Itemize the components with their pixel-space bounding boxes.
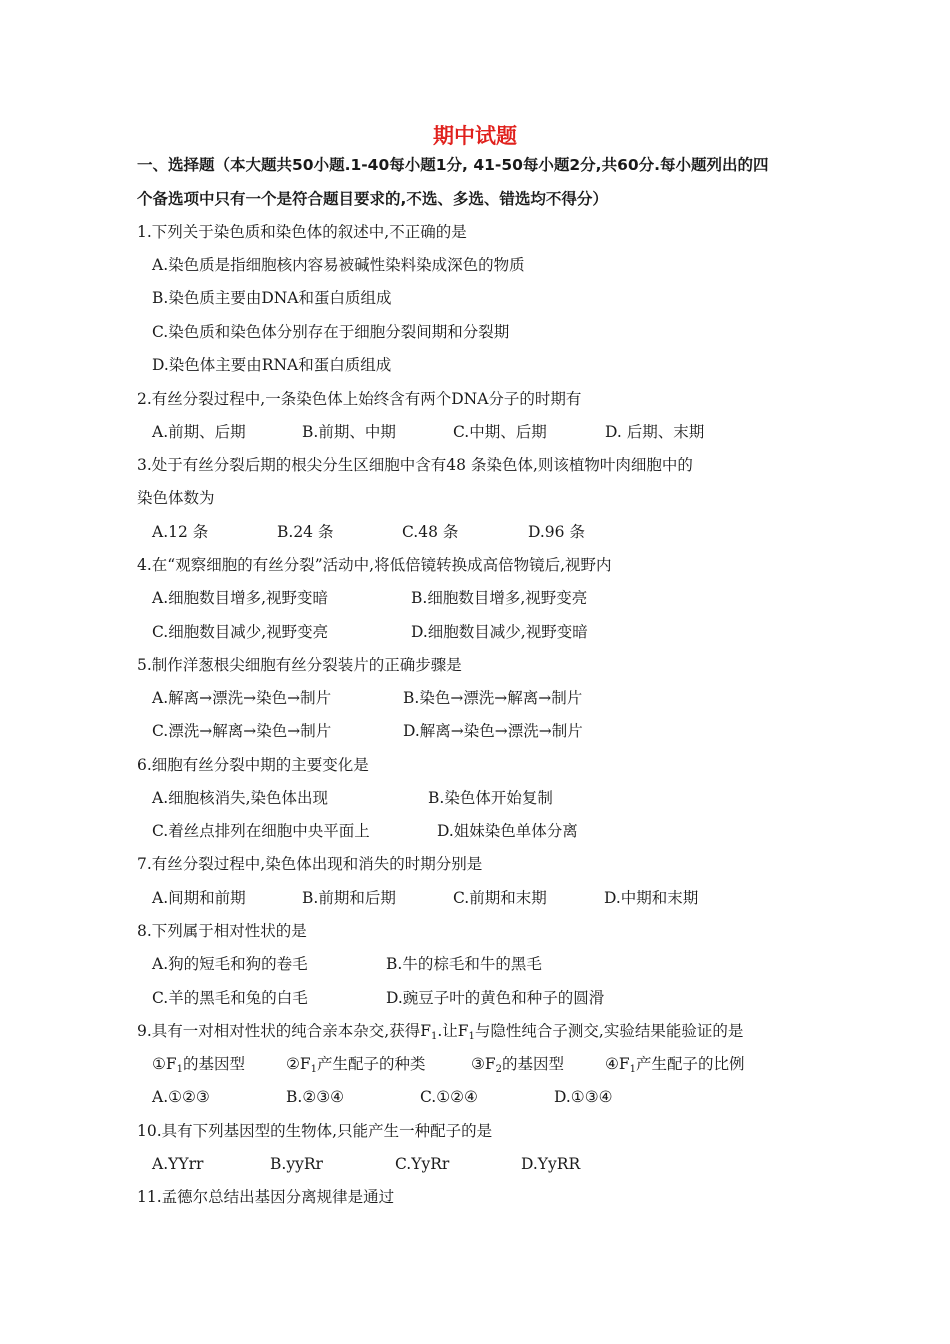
question-1-option-c: C.染色质和染色体分别存在于细胞分裂间期和分裂期	[152, 323, 510, 341]
stem-text: 9.具有一对相对性状的纯合亲本杂交,获得F	[137, 1022, 431, 1040]
question-9-item-1	[152, 1053, 245, 1081]
question-2-option-a: A.前期、后期	[152, 423, 246, 441]
question-9-item-2	[286, 1053, 426, 1081]
question-9-option-b: B.②③④	[286, 1088, 345, 1106]
question-2-option-c: C.中期、后期	[453, 423, 547, 441]
question-9-option-c: C.①②④	[420, 1088, 478, 1106]
item-text: ④F	[605, 1055, 630, 1073]
question-3-stem: 3.处于有丝分裂后期的根尖分生区细胞中含有48 条染色体,则该植物叶肉细胞中的	[137, 456, 693, 474]
exam-title: 期中试题	[433, 124, 517, 148]
subscript: 1	[430, 1031, 438, 1042]
question-9-option-a: A.①②③	[152, 1088, 210, 1106]
question-8-option-a: A.狗的短毛和狗的卷毛	[152, 955, 308, 973]
question-7-stem: 7.有丝分裂过程中,染色体出现和消失的时期分别是	[137, 855, 483, 873]
item-text: 的基因型	[502, 1055, 565, 1073]
question-10-option-d: D.YyRR	[521, 1155, 581, 1173]
question-5-stem: 5.制作洋葱根尖细胞有丝分裂装片的正确步骤是	[137, 656, 462, 674]
question-1-option-d: D.染色体主要由RNA和蛋白质组成	[152, 356, 392, 374]
stem-text: 与隐性纯合子测交,实验结果能验证的是	[474, 1022, 744, 1040]
question-4-option-c: C.细胞数目减少,视野变亮	[152, 623, 329, 641]
question-5-option-c: C.漂洗→解离→染色→制片	[152, 722, 332, 740]
question-3-option-a: A.12 条	[152, 523, 209, 541]
item-text: ③F	[471, 1055, 496, 1073]
question-2-option-d: D. 后期、末期	[605, 423, 705, 441]
question-8-stem: 8.下列属于相对性状的是	[137, 922, 307, 940]
question-5-option-b: B.染色→漂洗→解离→制片	[403, 689, 583, 707]
question-4-option-d: D.细胞数目减少,视野变暗	[411, 623, 588, 641]
question-3-option-c: C.48 条	[402, 523, 459, 541]
question-8-option-c: C.羊的黑毛和兔的白毛	[152, 989, 308, 1007]
question-6-option-d: D.姐妹染色单体分离	[437, 822, 578, 840]
item-text: ②F	[286, 1055, 311, 1073]
question-11-stem: 11.孟德尔总结出基因分离规律是通过	[137, 1188, 395, 1206]
question-3-option-b: B.24 条	[277, 523, 334, 541]
question-5-option-a: A.解离→漂洗→染色→制片	[152, 689, 332, 707]
question-6-option-c: C.着丝点排列在细胞中央平面上	[152, 822, 370, 840]
question-10-option-c: C.YyRr	[395, 1155, 450, 1173]
item-text: 产生配子的比例	[636, 1055, 745, 1073]
question-3-stem-continued: 染色体数为	[137, 489, 215, 507]
subscript: 1	[310, 1064, 318, 1075]
item-text: ①F	[152, 1055, 177, 1073]
item-text: 的基因型	[183, 1055, 246, 1073]
question-9-item-4	[605, 1053, 745, 1081]
question-1-stem: 1.下列关于染色质和染色体的叙述中,不正确的是	[137, 223, 467, 241]
question-7-option-b: B.前期和后期	[302, 889, 396, 907]
question-9-option-d: D.①③④	[554, 1088, 613, 1106]
question-4-option-a: A.细胞数目增多,视野变暗	[152, 589, 329, 607]
question-8-option-d: D.豌豆子叶的黄色和种子的圆滑	[386, 989, 605, 1007]
subscript: 1	[629, 1064, 637, 1075]
question-6-option-a: A.细胞核消失,染色体出现	[152, 789, 329, 807]
question-9-stem	[137, 1020, 743, 1048]
question-7-option-d: D.中期和末期	[604, 889, 699, 907]
question-9-item-3	[471, 1053, 564, 1081]
question-10-stem: 10.具有下列基因型的生物体,只能产生一种配子的是	[137, 1122, 493, 1140]
question-1-option-a: A.染色质是指细胞核内容易被碱性染料染成深色的物质	[152, 256, 525, 274]
section-instructions-line2: 个备选项中只有一个是符合题目要求的,不选、多选、错选均不得分）	[137, 190, 608, 208]
stem-text: .让F	[437, 1022, 469, 1040]
subscript: 1	[468, 1031, 475, 1042]
question-10-option-b: B.yyRr	[270, 1155, 323, 1173]
question-4-stem: 4.在“观察细胞的有丝分裂”活动中,将低倍镜转换成高倍物镜后,视野内	[137, 556, 612, 574]
question-2-option-b: B.前期、中期	[302, 423, 396, 441]
question-7-option-a: A.间期和前期	[152, 889, 246, 907]
question-6-option-b: B.染色体开始复制	[428, 789, 553, 807]
question-2-stem: 2.有丝分裂过程中,一条染色体上始终含有两个DNA分子的时期有	[137, 390, 582, 408]
question-8-option-b: B.牛的棕毛和牛的黑毛	[386, 955, 542, 973]
question-7-option-c: C.前期和末期	[453, 889, 547, 907]
section-instructions-line1: 一、选择题（本大题共50小题.1-40每小题1分, 41-50每小题2分,共60分.每小题列出的四	[137, 156, 769, 174]
question-1-option-b: B.染色质主要由DNA和蛋白质组成	[152, 289, 392, 307]
question-4-option-b: B.细胞数目增多,视野变亮	[411, 589, 588, 607]
question-6-stem: 6.细胞有丝分裂中期的主要变化是	[137, 756, 369, 774]
question-5-option-d: D.解离→染色→漂洗→制片	[403, 722, 583, 740]
item-text: 产生配子的种类	[317, 1055, 426, 1073]
subscript: 1	[176, 1064, 184, 1075]
subscript: 2	[495, 1064, 503, 1075]
question-10-option-a: A.YYrr	[152, 1155, 204, 1173]
question-3-option-d: D.96 条	[528, 523, 585, 541]
